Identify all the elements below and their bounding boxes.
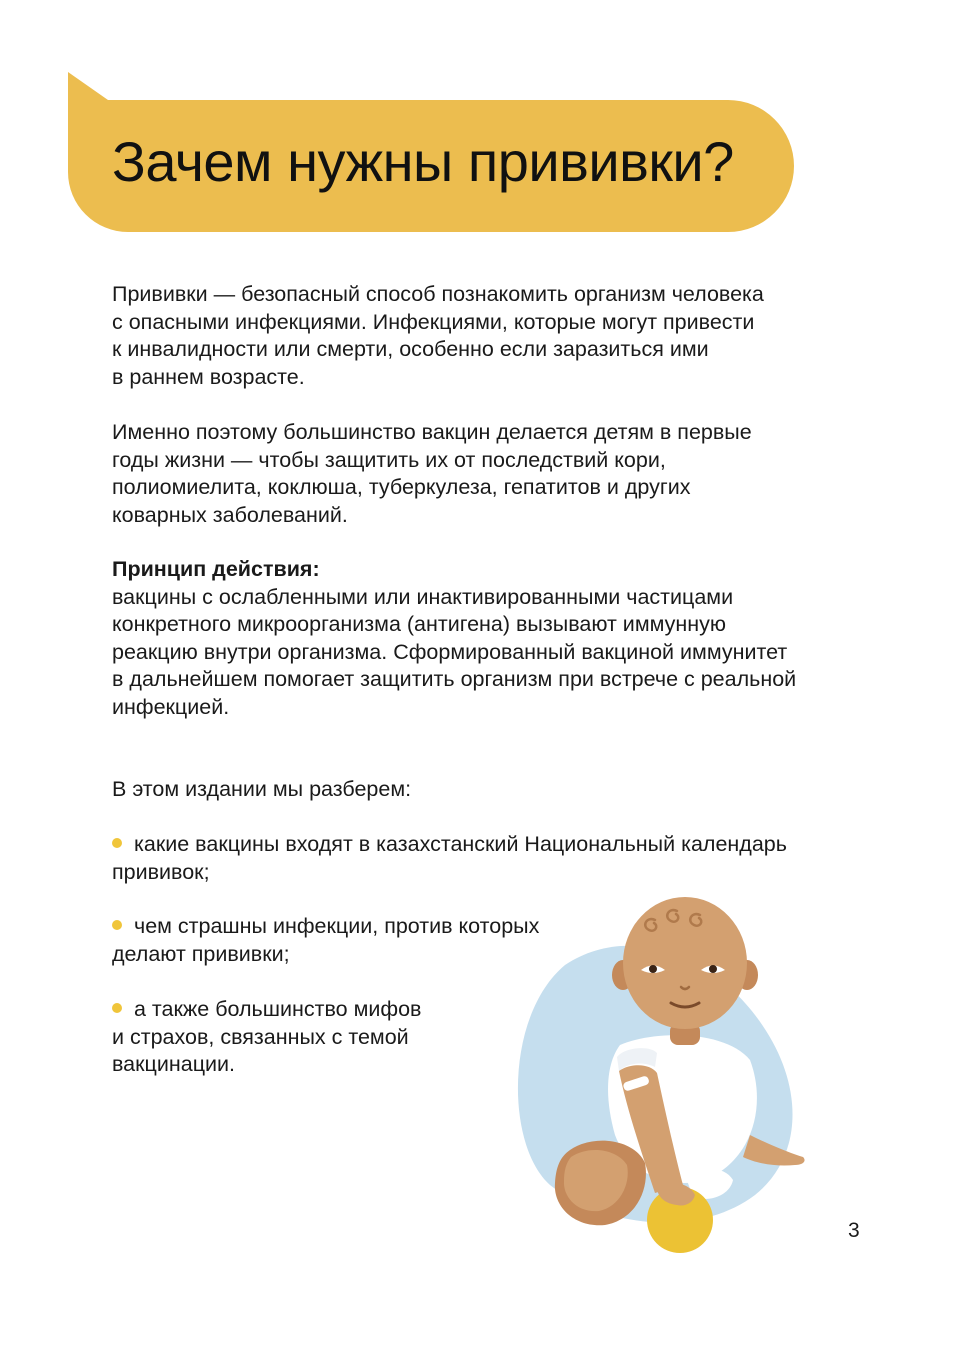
page-number: 3 (848, 1219, 860, 1242)
bullet-text: и страхов, связанных с темой (112, 1024, 409, 1049)
bullet-dot-icon (112, 1003, 122, 1013)
edition-intro (112, 776, 872, 804)
title-speech-bubble (0, 0, 954, 240)
principle-paragraph (112, 556, 872, 721)
text-line: с опасными инфекциями. Инфекциями, которые могут привести (112, 309, 755, 334)
bullet-text: какие вакцины входят в казахстанский Национальный календарь (134, 832, 787, 856)
intro-paragraph (112, 281, 872, 391)
text-line: годы жизни — чтобы защитить их от последствий кори, (112, 447, 666, 472)
bullet-item (112, 831, 872, 886)
second-paragraph (112, 419, 872, 529)
bullet-text: вакцинации. (112, 1052, 236, 1076)
baby-with-ball-illustration (505, 895, 825, 1255)
text-line: вакцины с ослабленными или инактивированными частицами (112, 584, 734, 609)
bullet-dot-icon (112, 920, 122, 930)
text-line: реакцию внутри организма. Сформированный вакциной иммунитет (112, 639, 788, 664)
text-line: полиомиелита, коклюша, туберкулеза, гепатитов и других (112, 475, 691, 499)
text-line: инфекцией. (112, 694, 230, 719)
text-line: В этом издании мы разберем: (112, 777, 412, 801)
bullet-text: прививок; (112, 859, 210, 884)
bullet-text: а также большинство мифов (134, 997, 422, 1021)
bullet-text: делают прививки; (112, 941, 290, 966)
principle-heading: Принцип действия: (112, 557, 320, 581)
page-title: Зачем нужны прививки? (112, 130, 734, 193)
baby-head (623, 897, 747, 1029)
bullet-dot-icon (112, 838, 122, 848)
text-line: конкретного микроорганизма (антигена) вызывают иммунную (112, 612, 726, 636)
bullet-text: чем страшны инфекции, против которых (134, 914, 540, 938)
text-line: в дальнейшем помогает защитить организм при встрече с реальной (112, 667, 797, 691)
text-line: Именно поэтому большинство вакцин делается детям в первые (112, 420, 752, 444)
text-line: к инвалидности или смерти, особенно если заразиться ими (112, 337, 709, 361)
text-line: Прививки — безопасный способ познакомить организм человека (112, 282, 764, 306)
text-line: коварных заболеваний. (112, 502, 348, 527)
text-line: в раннем возрасте. (112, 364, 305, 389)
